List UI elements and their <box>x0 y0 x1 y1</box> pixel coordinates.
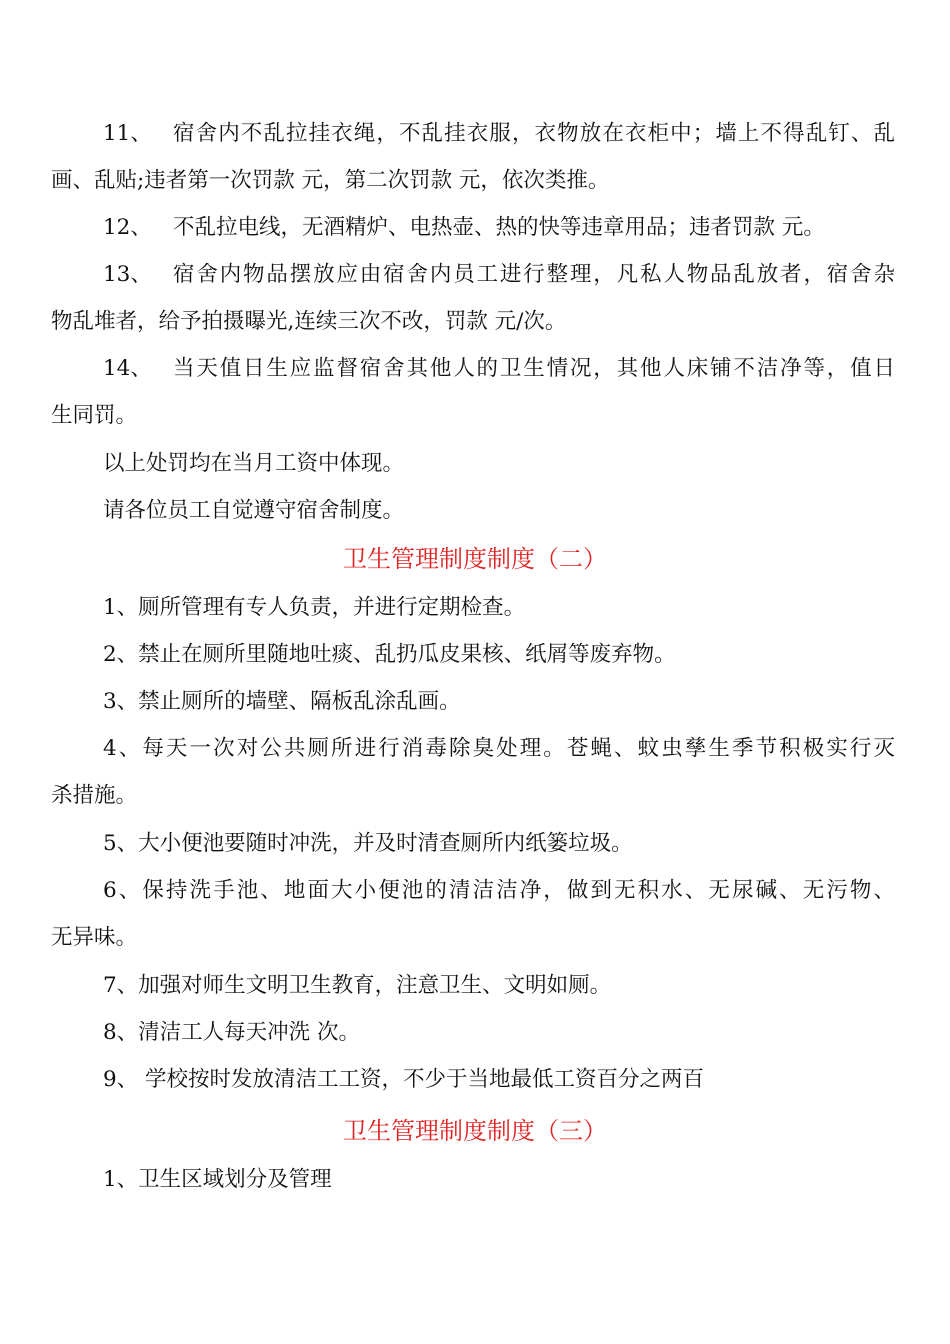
rule-text: 不乱拉电线，无酒精炉、电热壶、热的快等违章用品；违者罚款 元。 <box>173 215 825 240</box>
rule-number: 11、 <box>103 121 152 146</box>
item-text: 9、 学校按时发放清洁工工资，不少于当地最低工资百分之两百 <box>103 1067 705 1092</box>
item-text: 4、每天一次对公共厕所进行消毒除臭处理。苍蝇、蚊虫孳生季节积极实行灭 <box>103 736 895 761</box>
rule-number: 14、 <box>103 356 152 381</box>
item-text: 8、清洁工人每天冲洗 次。 <box>103 1020 361 1045</box>
rule-text: 生同罚。 <box>51 403 138 428</box>
item-text: 2、禁止在厕所里随地吐痰、乱扔瓜皮果核、纸屑等废弃物。 <box>103 642 676 667</box>
rule-text: 当天值日生应监督宿舍其他人的卫生情况，其他人床铺不洁净等，值日 <box>173 356 895 381</box>
item-text: 7、加强对师生文明卫生教育，注意卫生、文明如厕。 <box>103 973 612 998</box>
section-three-title: 卫生管理制度制度（三） <box>343 1117 607 1145</box>
item-text: 6、保持洗手池、地面大小便池的清洁洁净，做到无积水、无尿碱、无污物、 <box>103 878 895 903</box>
item-text: 1、厕所管理有专人负责，并进行定期检查。 <box>103 595 526 620</box>
rule-number: 13、 <box>103 262 152 287</box>
note-text: 请各位员工自觉遵守宿舍制度。 <box>103 498 405 523</box>
rule-text: 画、乱贴;违者第一次罚款 元，第二次罚款 元，依次类推。 <box>51 168 610 193</box>
note-text: 以上处罚均在当月工资中体现。 <box>103 451 405 476</box>
item-text: 1、卫生区域划分及管理 <box>103 1167 332 1192</box>
rule-text: 物乱堆者，给予拍摄曝光,连续三次不改，罚款 元/次。 <box>51 309 567 334</box>
rule-text: 宿舍内物品摆放应由宿舍内员工进行整理，凡私人物品乱放者，宿舍杂 <box>173 262 895 287</box>
rule-text: 宿舍内不乱拉挂衣绳，不乱挂衣服，衣物放在衣柜中；墙上不得乱钉、乱 <box>173 121 895 146</box>
item-text: 5、大小便池要随时冲洗，并及时清查厕所内纸篓垃圾。 <box>103 831 633 856</box>
item-text: 无异味。 <box>51 925 138 950</box>
section-two-title: 卫生管理制度制度（二） <box>343 545 607 573</box>
rule-number: 12、 <box>103 215 152 240</box>
item-text: 3、禁止厕所的墙壁、隔板乱涂乱画。 <box>103 689 461 714</box>
item-text: 杀措施。 <box>51 783 138 808</box>
